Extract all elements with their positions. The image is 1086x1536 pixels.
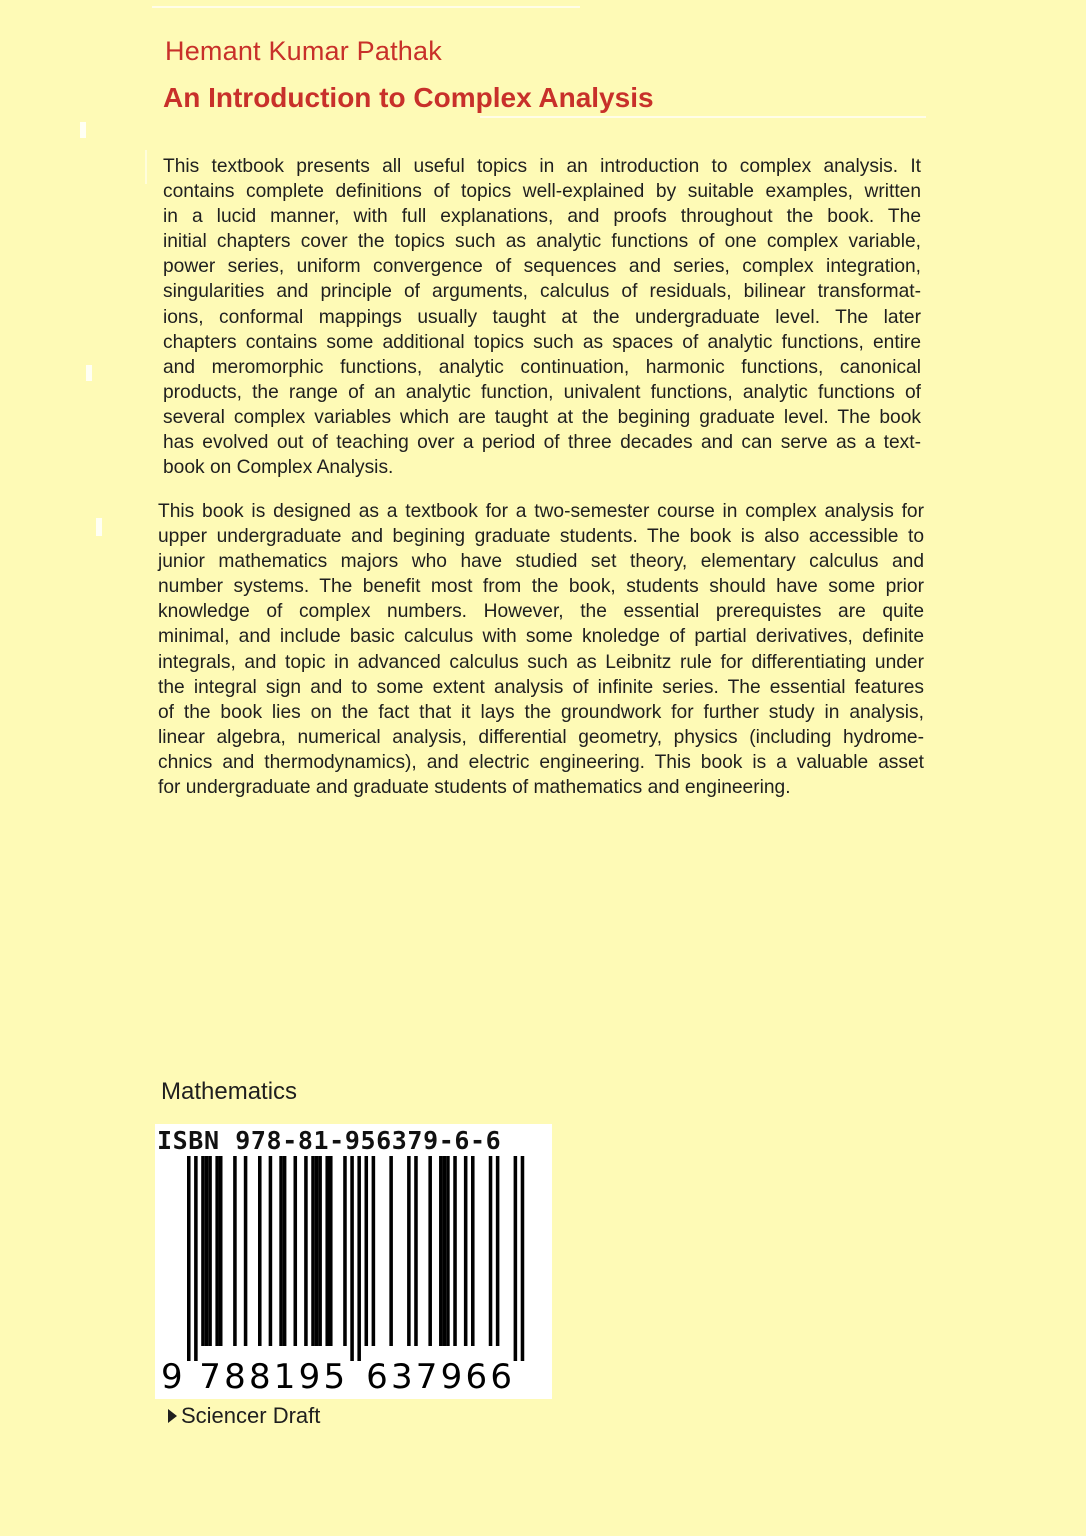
blurb-paragraph-1-line: book on Complex Analysis. [163, 457, 394, 479]
blurb-paragraph-2-line: number systems. The benefit most from the book, students should have some prior [158, 576, 924, 598]
svg-text:8: 8 [248, 1357, 271, 1394]
blurb-paragraph-2-line: knowledge of complex numbers. However, the essential prerequistes are quite [158, 601, 924, 623]
blurb-paragraph-2-line: This book is designed as a textbook for a two-semester course in complex analysis for [158, 501, 924, 522]
blurb-paragraph-2-line: chnics and thermodynamics), and electric engineering. This book is a valuable asset [158, 751, 924, 773]
svg-text:8: 8 [224, 1357, 246, 1394]
scan-artifact [96, 518, 102, 536]
isbn-label: ISBN 978-81-956379-6-6 [157, 1126, 502, 1155]
blurb-paragraph-2-line: of the book lies on the fact that it lays the groundwork for further study in analysis, [158, 701, 924, 723]
publisher-label [168, 1403, 320, 1429]
top-rule [152, 6, 580, 8]
svg-text:3: 3 [390, 1357, 413, 1394]
book-title: An Introduction to Complex Analysis [163, 82, 654, 113]
blurb-paragraph-1 [163, 154, 921, 480]
svg-text:9: 9 [440, 1357, 463, 1394]
blurb-paragraph-1-line: power series, uniform convergence of sequences and series, complex integration, [163, 256, 921, 278]
svg-text:6: 6 [366, 1357, 388, 1394]
blurb-paragraph-1-line: and meromorphic functions, analytic continuation, harmonic functions, canonical [163, 356, 921, 378]
title-rule [480, 116, 926, 118]
blurb-paragraph-1-line: products, the range of an analytic function, univalent functions, analytic functions of [163, 381, 921, 403]
blurb-paragraph-1-line: several complex variables which are taught at the begining graduate level. The book [163, 406, 921, 428]
svg-text:6: 6 [490, 1357, 513, 1394]
blurb-paragraph-1-line: ions, conformal mappings usually taught at the undergraduate level. The later [163, 306, 921, 328]
blurb-paragraph-1-line: This textbook presents all useful topics in an introduction to complex analysis. It [163, 156, 921, 177]
svg-text:5: 5 [323, 1357, 346, 1394]
svg-text:9: 9 [161, 1357, 183, 1394]
blurb-paragraph-1-line: contains complete definitions of topics well-explained by suitable examples, written [163, 181, 921, 203]
blurb-paragraph-2-line: for undergraduate and graduate students of mathematics and engineering. [158, 777, 791, 799]
play-triangle-icon [168, 1409, 177, 1423]
blurb-paragraph-2-line: junior mathematics majors who have studied set theory, elementary calculus and [158, 551, 924, 573]
blurb-paragraph-1-line: singularities and principle of arguments, calculus of residuals, bilinear transformat- [163, 281, 921, 303]
blurb-paragraph-1-line: has evolved out of teaching over a period of three decades and can serve as a text- [163, 432, 921, 454]
publisher-name: Sciencer Draft [181, 1403, 321, 1428]
svg-text:9: 9 [298, 1357, 321, 1394]
svg-text:7: 7 [199, 1357, 221, 1394]
blurb-paragraph-2-line: the integral sign and to some extent analysis of infinite series. The essential features [158, 676, 924, 698]
blurb-paragraph-2-line: upper undergraduate and begining graduate students. The book is also accessible to [158, 526, 924, 548]
svg-text:6: 6 [465, 1357, 488, 1394]
scan-artifact [86, 365, 92, 381]
author-name: Hemant Kumar Pathak [165, 36, 442, 66]
barcode-panel [155, 1124, 552, 1399]
blurb-paragraph-1-line: chapters contains some additional topics such as spaces of analytic functions, entire [163, 331, 921, 353]
scan-artifact [80, 122, 86, 138]
blurb-paragraph-1-line: initial chapters cover the topics such as analytic functions of one complex variable, [163, 231, 921, 253]
svg-text:7: 7 [415, 1357, 438, 1394]
blurb-paragraph-2 [158, 499, 924, 800]
blurb-paragraph-2-line: minimal, and include basic calculus with some knoledge of partial derivatives, definite [158, 626, 924, 648]
blurb-paragraph-2-line: linear algebra, numerical analysis, differential geometry, physics (including hydrome- [158, 726, 924, 748]
subject-label: Mathematics [161, 1078, 298, 1105]
blurb-paragraph-2-line: integrals, and topic in advanced calculus such as Leibnitz rule for differentiating under [158, 651, 924, 673]
blurb-paragraph-1-line: in a lucid manner, with full explanations, and proofs throughout the book. The [163, 206, 921, 228]
svg-text:1: 1 [273, 1357, 296, 1394]
scan-artifact [145, 150, 147, 184]
ean13-barcode [161, 1156, 541, 1394]
